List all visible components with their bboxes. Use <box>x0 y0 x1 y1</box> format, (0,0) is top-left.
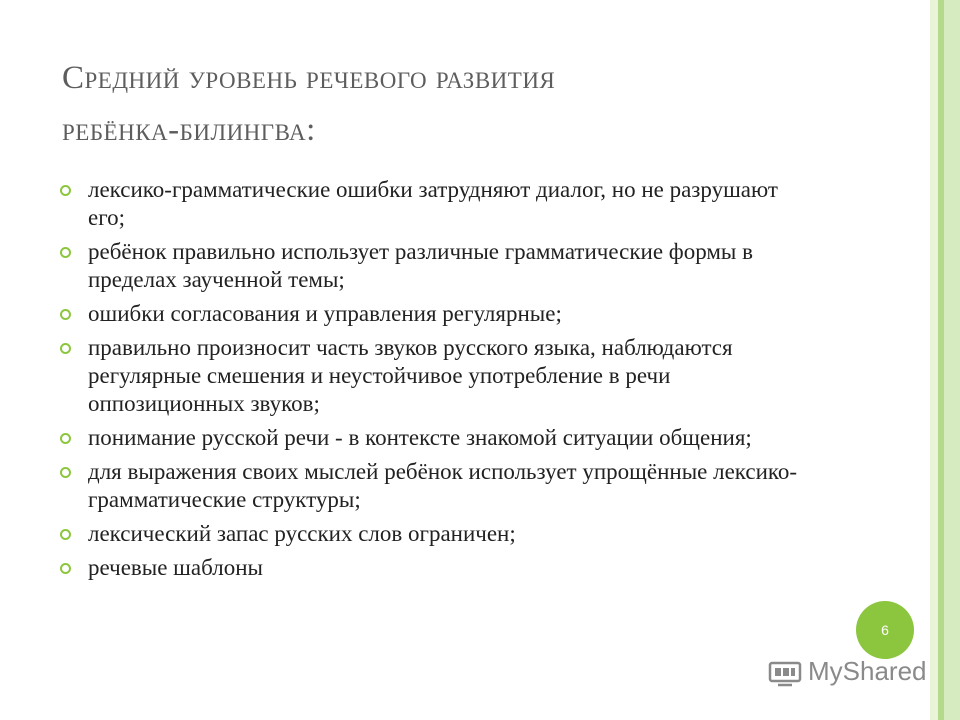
watermark-text: MyShared <box>808 656 927 686</box>
bullet-circle-icon <box>60 343 71 354</box>
bullet-item <box>60 554 800 582</box>
bullet-item <box>60 176 800 232</box>
page-number: 6 <box>881 622 889 638</box>
myshared-logo-icon <box>768 657 802 687</box>
bullet-text: лексико-грамматические ошибки затрудняют диалог, но не разрушают его; <box>88 177 778 230</box>
bullet-circle-icon <box>60 563 71 574</box>
bullet-item <box>60 334 800 418</box>
bullet-item <box>60 424 800 452</box>
bullet-circle-icon <box>60 247 71 258</box>
watermark <box>768 656 927 687</box>
bullet-text: лексический запас русских слов ограничен; <box>88 521 516 546</box>
bullet-circle-icon <box>60 309 71 320</box>
bullet-text: речевые шаблоны <box>88 555 263 580</box>
bullet-item <box>60 458 800 514</box>
bullet-text: понимание русской речи - в контексте знакомой ситуации общения; <box>88 425 752 450</box>
border-stripe <box>930 0 938 720</box>
bullet-list <box>60 176 800 588</box>
bullet-circle-icon <box>60 185 71 196</box>
border-stripe <box>944 0 960 720</box>
slide-title <box>62 52 882 156</box>
bullet-text: для выражения своих мыслей ребёнок использует упрощённые лексико-грамматические структуры; <box>88 459 798 512</box>
slide-title-line-2: ребёнка-билингва: <box>62 112 316 148</box>
slide-title-line-1: Средний уровень речевого развития <box>62 60 556 96</box>
bullet-item <box>60 520 800 548</box>
page-number-badge <box>856 601 914 659</box>
bullet-text: правильно произносит часть звуков русского языка, наблюдаются регулярные смешения и неустойчивое употребление в речи оппозиционных звуков; <box>88 335 733 416</box>
bullet-text: ошибки согласования и управления регулярные; <box>88 301 562 326</box>
bullet-circle-icon <box>60 433 71 444</box>
bullet-circle-icon <box>60 529 71 540</box>
bullet-item <box>60 300 800 328</box>
bullet-circle-icon <box>60 467 71 478</box>
bullet-item <box>60 238 800 294</box>
slide-right-border <box>930 0 960 720</box>
bullet-text: ребёнок правильно использует различные грамматические формы в пределах заученной темы; <box>88 239 753 292</box>
